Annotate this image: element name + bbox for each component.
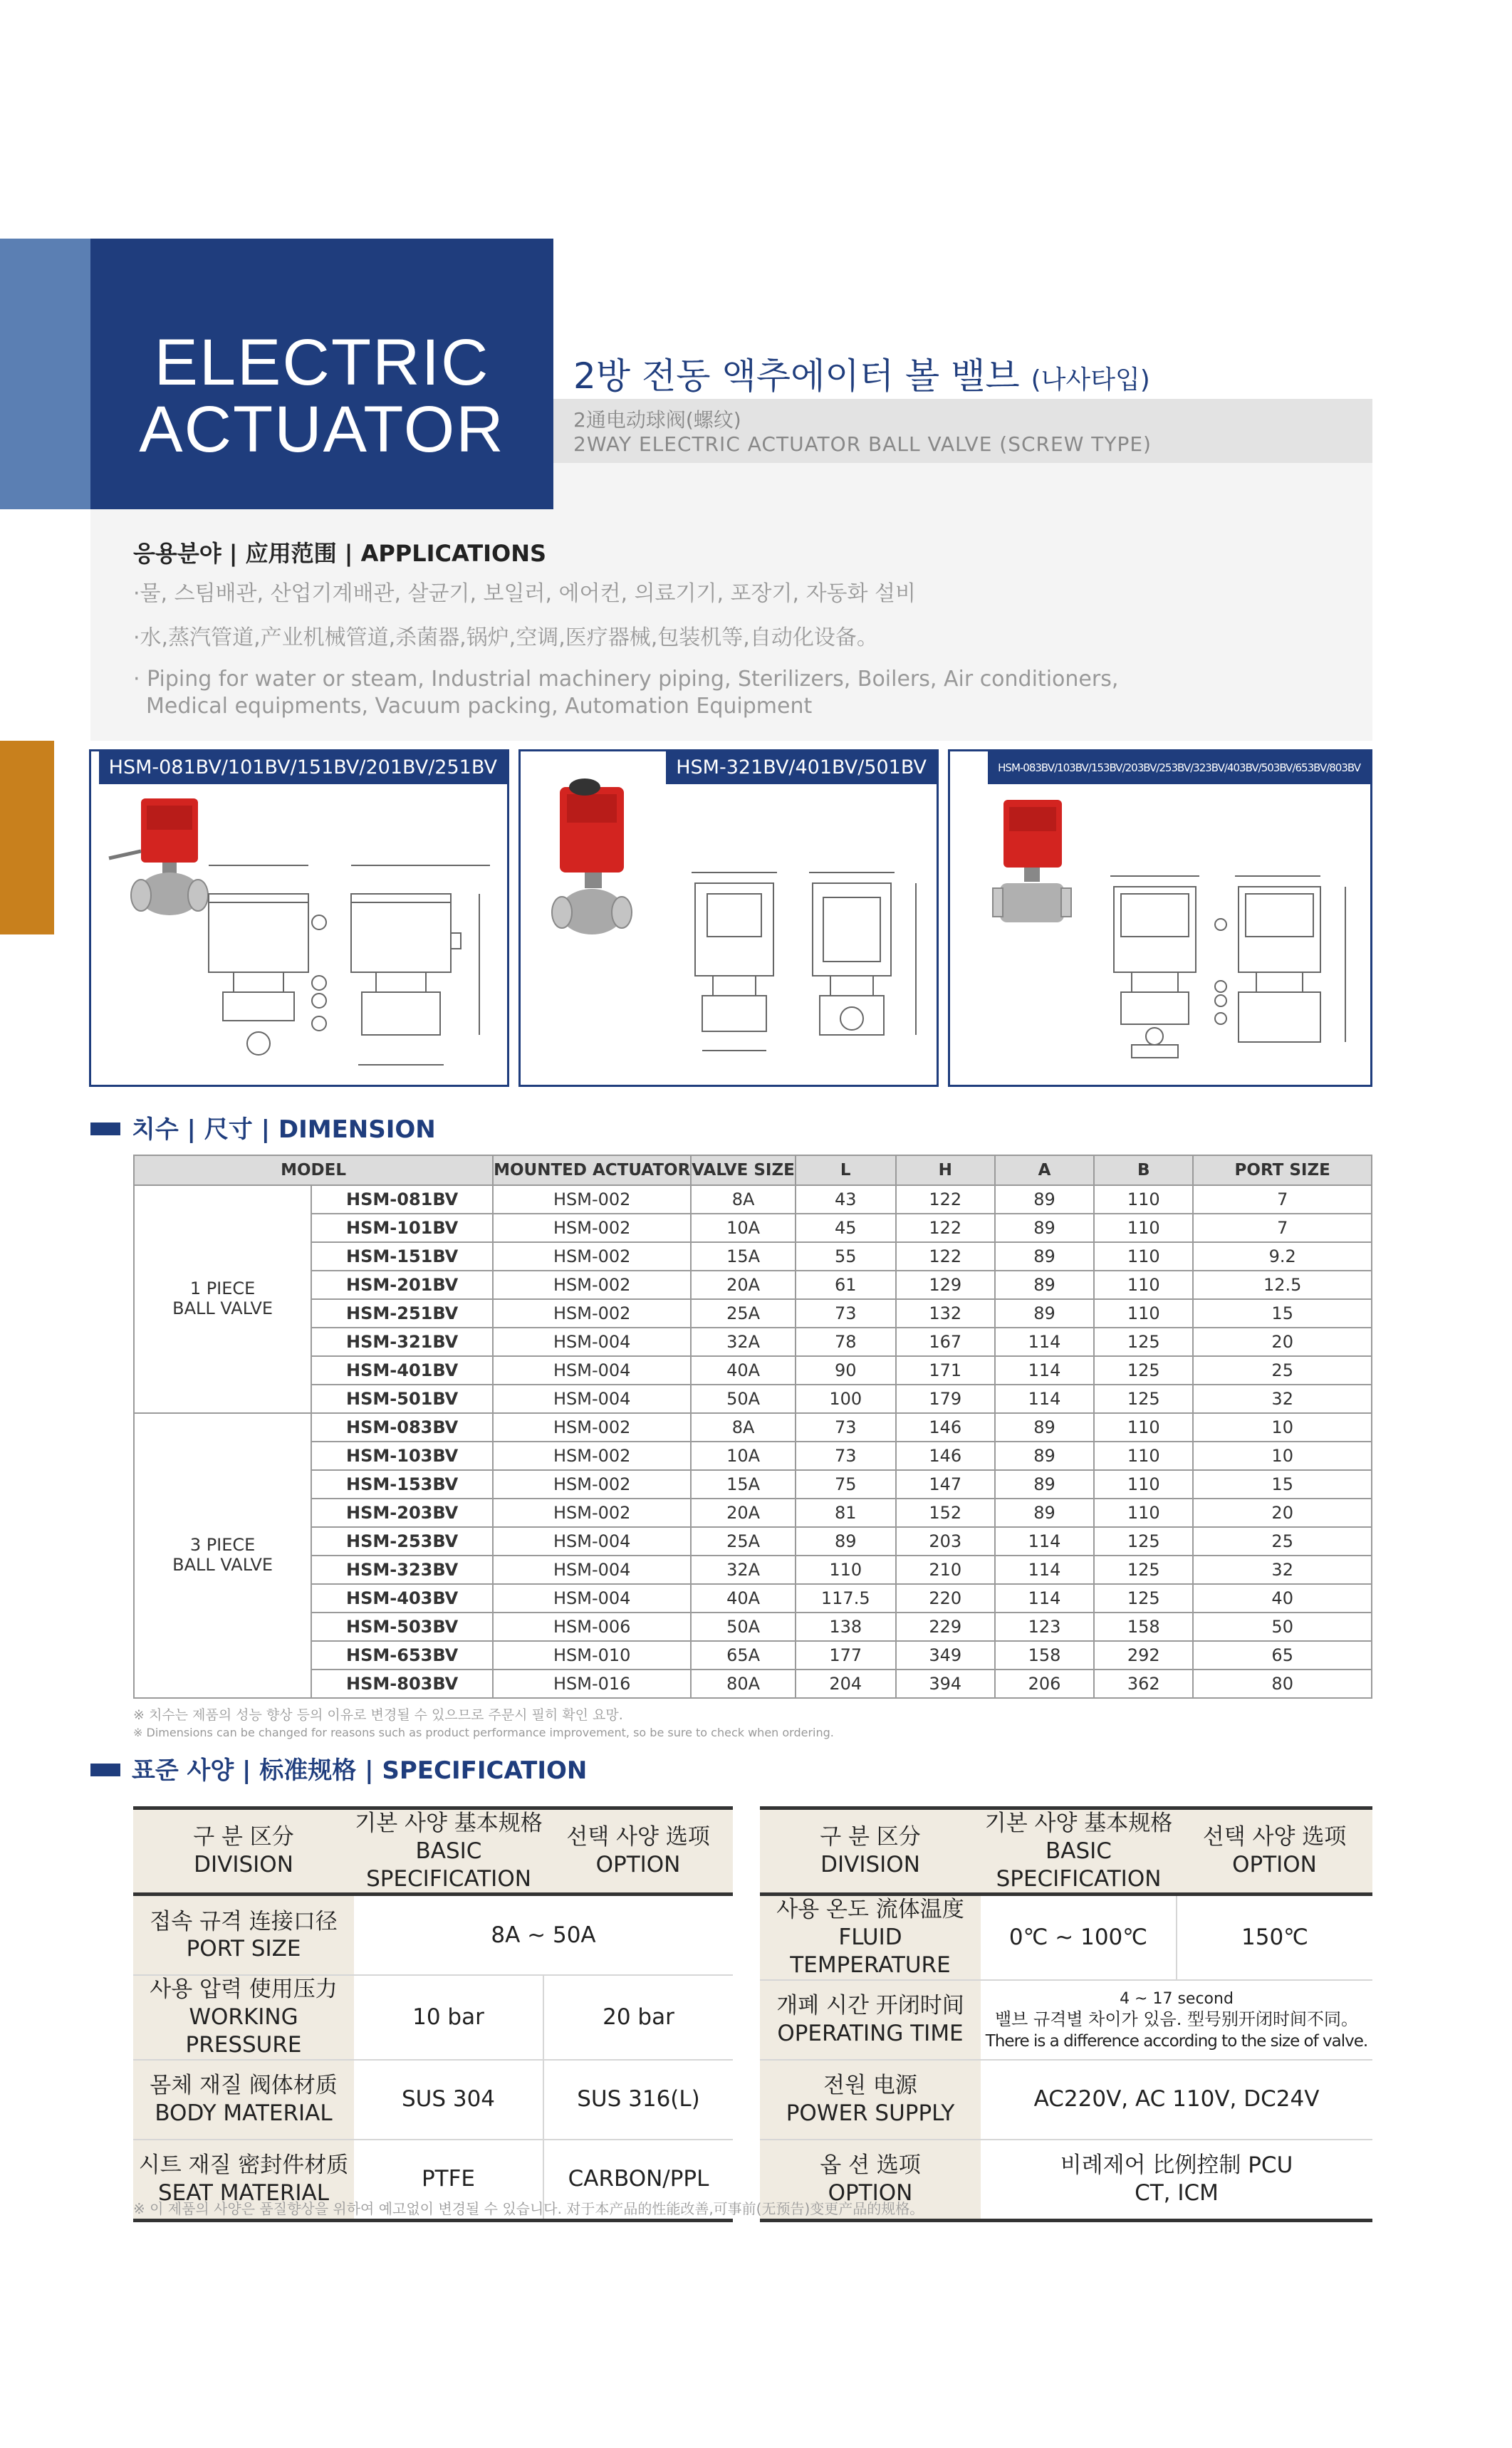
model-cell: HSM-253BV (311, 1527, 493, 1556)
b-cell: 362 (1094, 1670, 1193, 1698)
a-cell: 89 (995, 1499, 1094, 1527)
valve-type-group: 1 PIECE BALL VALVE (134, 1185, 311, 1413)
table-row (134, 1328, 1372, 1356)
l-cell: 78 (796, 1328, 896, 1356)
actuator-cell: HSM-002 (493, 1299, 691, 1328)
col-a: A (995, 1155, 1094, 1185)
l-cell: 100 (796, 1385, 896, 1413)
valve-size-cell: 8A (691, 1185, 796, 1214)
applications-en-line1: · Piping for water or steam, Industrial machinery piping, Sterilizers, Boilers, Air conditioners, (133, 667, 1119, 692)
spec-right-header (760, 1808, 1372, 1895)
spec-row-port-size (133, 1895, 733, 1976)
product-drawing-1 (91, 751, 509, 1087)
actuator-cell: HSM-004 (493, 1328, 691, 1356)
model-cell: HSM-151BV (311, 1242, 493, 1271)
a-cell: 89 (995, 1299, 1094, 1328)
b-cell: 110 (1094, 1299, 1193, 1328)
specification-footnote: ※ 이 제품의 사양은 품질향상을 위하여 예고없이 변경될 수 있습니다. 对于本产品的性能改善,可事前(无预告)变更产品的规格。 (133, 2200, 924, 2217)
actuator-cell: HSM-006 (493, 1613, 691, 1641)
table-row (134, 1641, 1372, 1670)
h-cell: 220 (896, 1584, 995, 1613)
product-panel-1 (89, 749, 509, 1087)
port-size-cell: 7 (1193, 1214, 1372, 1242)
h-cell: 210 (896, 1556, 995, 1584)
spec-basic-value: PTFE (354, 2140, 543, 2221)
port-size-cell: 50 (1193, 1613, 1372, 1641)
h-cell: 203 (896, 1527, 995, 1556)
actuator-cell: HSM-004 (493, 1385, 691, 1413)
valve-size-cell: 32A (691, 1556, 796, 1584)
valve-size-cell: 25A (691, 1527, 796, 1556)
spec-basic-value: 0℃ ~ 100℃ (981, 1895, 1177, 1980)
l-cell: 55 (796, 1242, 896, 1271)
dimension-note-en: ※ Dimensions can be changed for reasons such as product performance improvement, so be sure to check when ordering. (133, 1726, 834, 1739)
spec-left-option-header: 선택 사양 选项 OPTION (543, 1808, 733, 1895)
product-drawing-3 (950, 751, 1372, 1087)
valve-size-cell: 8A (691, 1413, 796, 1442)
table-row (134, 1499, 1372, 1527)
col-l: L (796, 1155, 896, 1185)
b-cell: 110 (1094, 1242, 1193, 1271)
a-cell: 114 (995, 1527, 1094, 1556)
model-cell: HSM-321BV (311, 1328, 493, 1356)
spec-label: 개폐 시간 开闭时间 OPERATING TIME (760, 1980, 981, 2060)
port-size-cell: 20 (1193, 1499, 1372, 1527)
port-size-cell: 15 (1193, 1299, 1372, 1328)
table-row (134, 1385, 1372, 1413)
actuator-cell: HSM-004 (493, 1527, 691, 1556)
model-cell: HSM-401BV (311, 1356, 493, 1385)
port-size-cell: 40 (1193, 1584, 1372, 1613)
port-size-cell: 15 (1193, 1470, 1372, 1499)
spec-left-header (133, 1808, 733, 1895)
actuator-cell: HSM-002 (493, 1442, 691, 1470)
product-subtitle-cn: 2通电动球阀(螺纹) (573, 408, 741, 432)
l-cell: 81 (796, 1499, 896, 1527)
l-cell: 75 (796, 1470, 896, 1499)
spec-label: 옵 션 选项 OPTION (760, 2140, 981, 2221)
applications-cn: ·水,蒸汽管道,产业机械管道,杀菌器,锅炉,空调,医疗器械,包装机等,自动化设备。 (133, 625, 878, 650)
l-cell: 138 (796, 1613, 896, 1641)
dimension-table (133, 1155, 1372, 1699)
l-cell: 89 (796, 1527, 896, 1556)
b-cell: 125 (1094, 1556, 1193, 1584)
b-cell: 125 (1094, 1584, 1193, 1613)
spec-right-option-header: 선택 사양 选项 OPTION (1177, 1808, 1372, 1895)
l-cell: 73 (796, 1299, 896, 1328)
dimension-note-ko: ※ 치수는 제품의 성능 향상 등의 이유로 변경될 수 있으므로 주문시 필히 확인 요망. (133, 1707, 623, 1723)
l-cell: 61 (796, 1271, 896, 1299)
table-row (134, 1527, 1372, 1556)
product-subtitle-en: 2WAY ELECTRIC ACTUATOR BALL VALVE (SCREW TYPE) (573, 432, 1152, 456)
a-cell: 114 (995, 1584, 1094, 1613)
port-size-cell: 12.5 (1193, 1271, 1372, 1299)
b-cell: 110 (1094, 1442, 1193, 1470)
model-cell: HSM-083BV (311, 1413, 493, 1442)
product-title-suffix: (나사타입) (1031, 365, 1150, 395)
model-cell: HSM-501BV (311, 1385, 493, 1413)
model-cell: HSM-203BV (311, 1499, 493, 1527)
h-cell: 122 (896, 1214, 995, 1242)
port-size-cell: 20 (1193, 1328, 1372, 1356)
table-row (134, 1470, 1372, 1499)
actuator-cell: HSM-016 (493, 1670, 691, 1698)
actuator-cell: HSM-004 (493, 1556, 691, 1584)
actuator-cell: HSM-002 (493, 1185, 691, 1214)
b-cell: 110 (1094, 1214, 1193, 1242)
a-cell: 89 (995, 1470, 1094, 1499)
port-size-cell: 80 (1193, 1670, 1372, 1698)
specification-heading-text: 표준 사양 | 标准规格 | SPECIFICATION (132, 1756, 588, 1785)
a-cell: 89 (995, 1442, 1094, 1470)
spec-basic-value: 10 bar (354, 1975, 543, 2059)
valve-type-group: 3 PIECE BALL VALVE (134, 1413, 311, 1698)
port-size-cell: 7 (1193, 1185, 1372, 1214)
valve-size-cell: 20A (691, 1499, 796, 1527)
table-row (134, 1442, 1372, 1470)
dimension-heading (90, 1110, 436, 1145)
header-side-stripe (0, 239, 90, 509)
spec-label: 접속 규격 连接口径 PORT SIZE (133, 1895, 354, 1976)
spec-left-division-header: 구 분 区分 DIVISION (133, 1808, 354, 1895)
h-cell: 147 (896, 1470, 995, 1499)
port-size-cell: 9.2 (1193, 1242, 1372, 1271)
valve-size-cell: 10A (691, 1214, 796, 1242)
col-valve-size: VALVE SIZE (691, 1155, 796, 1185)
a-cell: 89 (995, 1413, 1094, 1442)
spec-label: 사용 압력 使用压力 WORKING PRESSURE (133, 1975, 354, 2059)
table-row (134, 1584, 1372, 1613)
a-cell: 114 (995, 1328, 1094, 1356)
a-cell: 123 (995, 1613, 1094, 1641)
spec-row-working-pressure (133, 1975, 733, 2059)
col-mounted-actuator: MOUNTED ACTUATOR (493, 1155, 691, 1185)
spec-label: 전원 电源 POWER SUPPLY (760, 2060, 981, 2140)
dimension-drawing-2 (692, 873, 916, 1051)
table-row (134, 1185, 1372, 1214)
h-cell: 146 (896, 1413, 995, 1442)
table-row (134, 1242, 1372, 1271)
spec-right-basic-header: 기본 사양 基本规格 BASIC SPECIFICATION (981, 1808, 1177, 1895)
table-row (134, 1299, 1372, 1328)
spec-option-value: SUS 316(L) (543, 2060, 733, 2140)
valve-size-cell: 15A (691, 1242, 796, 1271)
b-cell: 125 (1094, 1527, 1193, 1556)
actuator-cell: HSM-002 (493, 1499, 691, 1527)
model-cell: HSM-103BV (311, 1442, 493, 1470)
valve-size-cell: 40A (691, 1584, 796, 1613)
title-block (90, 239, 553, 509)
spec-value: AC220V, AC 110V, DC24V (981, 2060, 1372, 2140)
model-cell: HSM-803BV (311, 1670, 493, 1698)
port-size-cell: 25 (1193, 1356, 1372, 1385)
h-cell: 122 (896, 1185, 995, 1214)
product-title-ko (573, 348, 1150, 399)
col-h: H (896, 1155, 995, 1185)
h-cell: 179 (896, 1385, 995, 1413)
b-cell: 110 (1094, 1499, 1193, 1527)
product-drawing-2 (521, 751, 939, 1087)
b-cell: 292 (1094, 1641, 1193, 1670)
dimension-heading-text: 치수 | 尺寸 | DIMENSION (132, 1115, 436, 1144)
model-cell: HSM-251BV (311, 1299, 493, 1328)
b-cell: 110 (1094, 1413, 1193, 1442)
spec-right-division-header: 구 분 区分 DIVISION (760, 1808, 981, 1895)
valve-size-cell: 32A (691, 1328, 796, 1356)
spec-value: 비례제어 比例控制 PCU CT, ICM (981, 2140, 1372, 2221)
product-label-3: HSM-083BV/103BV/153BV/203BV/253BV/323BV/403BV/503BV/653BV/803BV (988, 751, 1370, 784)
product-label-1: HSM-081BV/101BV/151BV/201BV/251BV (99, 751, 507, 784)
col-b: B (1094, 1155, 1193, 1185)
spec-left-basic-header: 기본 사양 基本规格 BASIC SPECIFICATION (354, 1808, 543, 1895)
l-cell: 177 (796, 1641, 896, 1670)
dimension-drawing-1 (209, 865, 490, 1065)
valve-photo-1 (109, 798, 208, 915)
valve-size-cell: 10A (691, 1442, 796, 1470)
dimension-drawing-3 (1110, 876, 1345, 1058)
product-title-main: 2방 전동 액추에이터 볼 밸브 (573, 355, 1020, 397)
b-cell: 125 (1094, 1385, 1193, 1413)
spec-label: 시트 재질 密封件材质 SEAT MATERIAL (133, 2140, 354, 2221)
table-row (134, 1413, 1372, 1442)
actuator-cell: HSM-004 (493, 1356, 691, 1385)
actuator-cell: HSM-002 (493, 1470, 691, 1499)
valve-size-cell: 20A (691, 1271, 796, 1299)
b-cell: 125 (1094, 1328, 1193, 1356)
b-cell: 110 (1094, 1271, 1193, 1299)
model-cell: HSM-081BV (311, 1185, 493, 1214)
title-line-2: ACTUATOR (139, 393, 505, 466)
h-cell: 349 (896, 1641, 995, 1670)
l-cell: 204 (796, 1670, 896, 1698)
table-row (134, 1271, 1372, 1299)
spec-table-left (133, 1806, 733, 2222)
product-panel-3 (948, 749, 1372, 1087)
model-cell: HSM-201BV (311, 1271, 493, 1299)
actuator-cell: HSM-004 (493, 1584, 691, 1613)
l-cell: 117.5 (796, 1584, 896, 1613)
model-cell: HSM-323BV (311, 1556, 493, 1584)
page-side-tab (0, 741, 54, 934)
port-size-cell: 32 (1193, 1385, 1372, 1413)
port-size-cell: 10 (1193, 1442, 1372, 1470)
valve-size-cell: 65A (691, 1641, 796, 1670)
dimension-header-row (134, 1155, 1372, 1185)
a-cell: 89 (995, 1242, 1094, 1271)
product-panel-2 (518, 749, 939, 1087)
spec-label: 몸체 재질 阀体材质 BODY MATERIAL (133, 2060, 354, 2140)
b-cell: 110 (1094, 1470, 1193, 1499)
col-model: MODEL (134, 1155, 493, 1185)
spec-basic-value: SUS 304 (354, 2060, 543, 2140)
table-row (134, 1670, 1372, 1698)
spec-label: 사용 온도 流体温度 FLUID TEMPERATURE (760, 1895, 981, 1980)
actuator-cell: HSM-002 (493, 1413, 691, 1442)
h-cell: 171 (896, 1356, 995, 1385)
spec-option-value: CARBON/PPL (543, 2140, 733, 2221)
h-cell: 122 (896, 1242, 995, 1271)
spec-value: 4 ~ 17 second 밸브 규격별 차이가 있음. 型号别开闭时间不同。 There is a difference according to the size of valve. (981, 1980, 1372, 2060)
spec-table-right (760, 1806, 1372, 2222)
spec-row-operating-time (760, 1980, 1372, 2060)
table-row (134, 1556, 1372, 1584)
valve-size-cell: 50A (691, 1385, 796, 1413)
model-cell: HSM-403BV (311, 1584, 493, 1613)
h-cell: 152 (896, 1499, 995, 1527)
l-cell: 43 (796, 1185, 896, 1214)
h-cell: 394 (896, 1670, 995, 1698)
table-row (134, 1214, 1372, 1242)
actuator-cell: HSM-010 (493, 1641, 691, 1670)
l-cell: 73 (796, 1442, 896, 1470)
table-row (134, 1613, 1372, 1641)
port-size-cell: 10 (1193, 1413, 1372, 1442)
col-port-size: PORT SIZE (1193, 1155, 1372, 1185)
valve-photo-2 (552, 778, 632, 934)
a-cell: 89 (995, 1271, 1094, 1299)
valve-size-cell: 40A (691, 1356, 796, 1385)
a-cell: 114 (995, 1556, 1094, 1584)
port-size-cell: 25 (1193, 1527, 1372, 1556)
spec-value: 8A ~ 50A (354, 1895, 733, 1976)
a-cell: 114 (995, 1356, 1094, 1385)
spec-row-body-material (133, 2060, 733, 2140)
table-row (134, 1356, 1372, 1385)
valve-size-cell: 25A (691, 1299, 796, 1328)
actuator-cell: HSM-002 (493, 1271, 691, 1299)
l-cell: 90 (796, 1356, 896, 1385)
b-cell: 158 (1094, 1613, 1193, 1641)
l-cell: 110 (796, 1556, 896, 1584)
a-cell: 158 (995, 1641, 1094, 1670)
applications-heading: 응용분야 | 应用范围 | APPLICATIONS (133, 540, 547, 567)
specification-heading (90, 1751, 587, 1786)
spec-row-power-supply (760, 2060, 1372, 2140)
applications-ko: ·물, 스팀배관, 산업기계배관, 살균기, 보일러, 에어컨, 의료기기, 포장기, 자동화 설비 (133, 581, 917, 606)
spec-option-value: 150℃ (1177, 1895, 1372, 1980)
model-cell: HSM-503BV (311, 1613, 493, 1641)
model-cell: HSM-101BV (311, 1214, 493, 1242)
l-cell: 73 (796, 1413, 896, 1442)
model-cell: HSM-653BV (311, 1641, 493, 1670)
spec-row-fluid-temperature (760, 1895, 1372, 1980)
valve-size-cell: 50A (691, 1613, 796, 1641)
title-line-1: ELECTRIC (154, 326, 490, 399)
port-size-cell: 65 (1193, 1641, 1372, 1670)
h-cell: 167 (896, 1328, 995, 1356)
h-cell: 132 (896, 1299, 995, 1328)
b-cell: 110 (1094, 1185, 1193, 1214)
heading-marker (90, 1764, 120, 1776)
h-cell: 229 (896, 1613, 995, 1641)
product-label-2: HSM-321BV/401BV/501BV (666, 751, 937, 784)
actuator-cell: HSM-002 (493, 1214, 691, 1242)
model-cell: HSM-153BV (311, 1470, 493, 1499)
valve-size-cell: 80A (691, 1670, 796, 1698)
heading-marker (90, 1123, 120, 1135)
a-cell: 89 (995, 1214, 1094, 1242)
port-size-cell: 32 (1193, 1556, 1372, 1584)
a-cell: 89 (995, 1185, 1094, 1214)
a-cell: 114 (995, 1385, 1094, 1413)
h-cell: 129 (896, 1271, 995, 1299)
spec-option-value: 20 bar (543, 1975, 733, 2059)
l-cell: 45 (796, 1214, 896, 1242)
a-cell: 206 (995, 1670, 1094, 1698)
valve-photo-3 (993, 800, 1071, 922)
actuator-cell: HSM-002 (493, 1242, 691, 1271)
h-cell: 146 (896, 1442, 995, 1470)
b-cell: 125 (1094, 1356, 1193, 1385)
applications-en-line2: Medical equipments, Vacuum packing, Automation Equipment (146, 694, 813, 719)
valve-size-cell: 15A (691, 1470, 796, 1499)
